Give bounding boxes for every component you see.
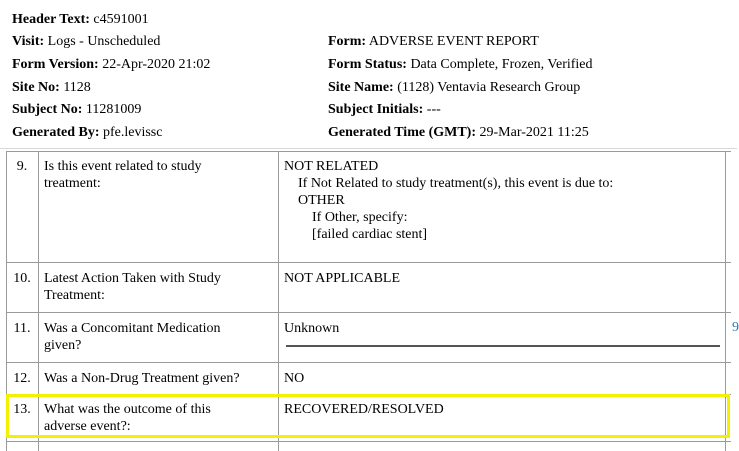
question: Latest Action Taken with Study Treatment: bbox=[44, 271, 221, 303]
form-status: Form Status: Data Complete, Frozen, Verified bbox=[328, 57, 593, 72]
generated-time: Generated Time (GMT): 29-Mar-2021 11:25 bbox=[328, 125, 589, 140]
answer: Unknown bbox=[284, 321, 340, 336]
header-text: Header Text: c4591001 bbox=[12, 12, 149, 27]
highlight-box bbox=[6, 394, 730, 438]
answer: NOT APPLICABLE bbox=[284, 271, 401, 286]
table-rule bbox=[6, 151, 731, 152]
subject-no: Subject No: 11281009 bbox=[12, 102, 142, 117]
question: What was the outcome of this adverse event?: bbox=[44, 402, 211, 434]
row-number: 10. bbox=[13, 271, 31, 286]
form-version: Form Version: 22-Apr-2020 21:02 bbox=[12, 57, 211, 72]
row-number: 11. bbox=[13, 321, 31, 336]
question: Was a Non-Drug Treatment given? bbox=[44, 371, 240, 386]
row-number: 12. bbox=[13, 371, 31, 386]
table-rule bbox=[6, 262, 731, 263]
generated-by: Generated By: pfe.levissc bbox=[12, 125, 163, 140]
site-no: Site No: 1128 bbox=[12, 80, 91, 95]
row-number: 13. bbox=[13, 402, 31, 417]
answer: NO bbox=[284, 371, 305, 386]
table-rule bbox=[6, 362, 731, 363]
site-name: Site Name: (1128) Ventavia Research Group bbox=[328, 80, 581, 95]
question: Was a Concomitant Medication given? bbox=[44, 321, 221, 353]
row-number: 9. bbox=[16, 159, 28, 174]
visit: Visit: Logs - Unscheduled bbox=[12, 34, 161, 49]
header-divider bbox=[0, 148, 737, 149]
question: Is this event related to study treatment: bbox=[44, 159, 202, 191]
form-name: Form: ADVERSE EVENT REPORT bbox=[328, 34, 539, 49]
answer-underline bbox=[286, 345, 720, 347]
truncated-link[interactable]: 9 bbox=[732, 320, 739, 335]
table-rule bbox=[6, 312, 731, 313]
answer: NOT RELATED If Not Related to study treatment(s), this event is due to: OTHER If Other, specify: [failed cardiac stent] bbox=[284, 159, 614, 242]
subject-initials: Subject Initials: --- bbox=[328, 102, 441, 117]
answer: RECOVERED/RESOLVED bbox=[284, 402, 444, 417]
table-rule bbox=[6, 441, 731, 442]
